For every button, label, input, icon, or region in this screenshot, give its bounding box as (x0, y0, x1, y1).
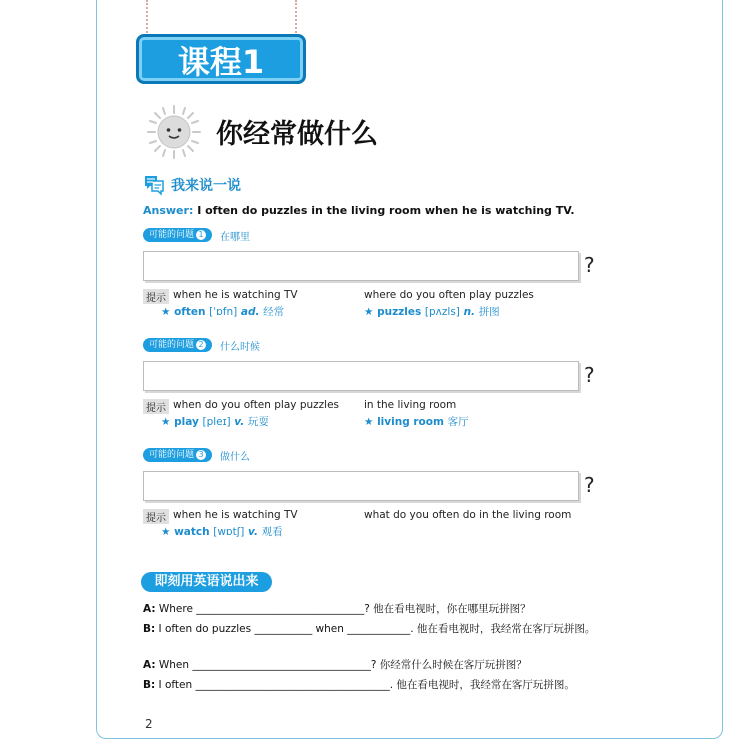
question-pill-label: 可能的问题 (149, 230, 195, 240)
dialogue-text: Where ________________________________? 他在看电视时，你在哪里玩拼图？ (158, 603, 531, 615)
vocab-ipa: [pleɪ] (202, 416, 231, 428)
question-pill-label: 可能的问题 (149, 340, 195, 350)
vocab-ipa: [wɒtʃ] (213, 526, 245, 538)
dialogue-text: I often _____________________________________. 他在看电视时，我经常在客厅玩拼图。 (158, 679, 575, 691)
answer-label: Answer: (143, 204, 194, 217)
hint-tag-3: 提示 (143, 509, 169, 524)
hint-tag-1: 提示 (143, 289, 169, 304)
vocab-pos: n. (463, 306, 476, 318)
speaker-label: A: (143, 603, 156, 615)
vocab-watch (161, 524, 283, 539)
question-mark-3: ? (584, 473, 595, 497)
question-pill-1 (143, 228, 212, 242)
vocab-ipa: [pʌzls] (424, 306, 460, 318)
vocab-word: puzzles (377, 306, 422, 318)
star-icon: ★ (364, 416, 374, 428)
practice-banner: 即刻用英语说出来 (141, 572, 272, 592)
speaker-label: B: (143, 679, 156, 691)
hint-left-3: when he is watching TV (173, 509, 298, 521)
section-title: 我来说一说 (171, 178, 241, 194)
answer-input-2[interactable] (143, 361, 579, 391)
vocab-living-room (364, 414, 469, 429)
vocab-often (161, 304, 284, 319)
hint-left-1: when he is watching TV (173, 289, 298, 301)
answer-input-1[interactable] (143, 251, 579, 281)
vocab-meaning: 经常 (263, 306, 285, 318)
speaker-label: A: (143, 659, 156, 671)
vocab-pos: ad. (240, 306, 260, 318)
star-icon: ★ (364, 306, 374, 318)
hint-right-2: in the living room (364, 399, 457, 411)
question-pill-2 (143, 338, 212, 352)
vocab-ipa: [ˈɒfn] (209, 306, 238, 318)
vocab-puzzles (364, 304, 500, 319)
vocab-pos: v. (248, 526, 258, 538)
dialogue-line-2 (143, 621, 595, 636)
question-topic-2: 什么时候 (220, 342, 260, 353)
star-icon: ★ (161, 526, 171, 538)
vocab-word: watch (174, 526, 210, 538)
hint-left-2: when do you often play puzzles (173, 399, 340, 411)
hint-right-1: where do you often play puzzles (364, 289, 534, 301)
dialogue-line-3 (143, 657, 527, 672)
dialogue-text: I often do puzzles ___________ when ____________. 他在看电视时，我经常在客厅玩拼图。 (158, 623, 596, 635)
vocab-word: play (174, 416, 199, 428)
answer-input-3[interactable] (143, 471, 579, 501)
lesson-heading: 你经常做什么 (216, 119, 378, 150)
answer-line (143, 204, 575, 217)
star-icon: ★ (161, 416, 171, 428)
dialogue-line-4 (143, 677, 575, 692)
star-icon: ★ (161, 306, 171, 318)
vocab-word: living room (377, 416, 444, 428)
vocab-word: often (174, 306, 206, 318)
question-mark-1: ? (584, 253, 595, 277)
page-number: 2 (145, 717, 153, 731)
question-number: 1 (196, 230, 206, 240)
answer-text: I often do puzzles in the living room when he is watching TV. (197, 204, 575, 217)
question-number: 3 (196, 450, 206, 460)
speaker-label: B: (143, 623, 156, 635)
hint-tag-2: 提示 (143, 399, 169, 414)
lesson-title: 课程1 (136, 34, 306, 84)
vocab-pos: v. (234, 416, 245, 428)
sun-icon (146, 104, 202, 160)
hint-right-3: what do you often do in the living room (364, 509, 572, 521)
question-topic-3: 做什么 (220, 452, 250, 463)
vocab-play (161, 414, 269, 429)
dialogue-text: When __________________________________? 你经常什么时候在客厅玩拼图？ (158, 659, 527, 671)
vocab-meaning: 客厅 (447, 416, 469, 428)
speech-bubble-icon (143, 174, 165, 196)
vocab-meaning: 玩耍 (247, 416, 269, 428)
vocab-meaning: 拼图 (478, 306, 500, 318)
question-topic-1: 在哪里 (220, 232, 250, 243)
dialogue-line-1 (143, 601, 531, 616)
question-pill-3 (143, 448, 212, 462)
question-mark-2: ? (584, 363, 595, 387)
question-pill-label: 可能的问题 (149, 450, 195, 460)
question-number: 2 (196, 340, 206, 350)
vocab-meaning: 观看 (261, 526, 283, 538)
